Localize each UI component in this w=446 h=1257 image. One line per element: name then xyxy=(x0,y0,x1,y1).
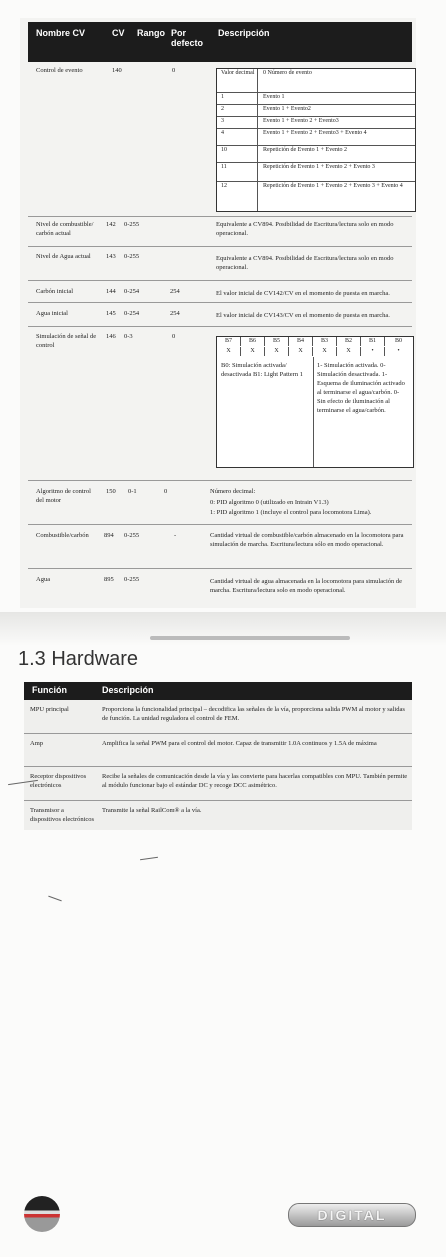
row-cv: 140 xyxy=(112,67,122,74)
row-cv: 144 xyxy=(106,288,116,295)
header-name: Nombre CV xyxy=(36,28,86,38)
hw-description: Proporciona la funcionalidad principal – decodifica las señales de la vía, proporciona salida PWM al motor y salidas de función. La unidad reguladora el control de FEM. xyxy=(102,706,405,722)
event-value: 10 xyxy=(221,147,227,153)
bit-label: B0 xyxy=(394,338,402,344)
brand-logo-icon xyxy=(24,1196,60,1232)
event-desc: Evento 1 + Evento 2 + Evento3 xyxy=(263,118,339,124)
hw-function: MPU principal xyxy=(30,706,69,713)
hw-description: Recibe la señales de comunicación desde la vía y las convierte para hacerlas compatibles con MPU. También permite al módulo funcionar bajo el estándar DC y recoge DCC asimétrico. xyxy=(102,773,408,789)
event-row xyxy=(217,145,415,162)
bit-label: B1 xyxy=(361,337,385,346)
row-divider xyxy=(28,302,412,303)
row-range: 0-255 xyxy=(124,221,140,228)
digital-badge: DIGITAL xyxy=(288,1203,416,1227)
row-divider xyxy=(24,800,412,801)
event-value: 2 xyxy=(221,106,224,112)
row-divider xyxy=(28,480,412,481)
bit-table xyxy=(216,336,414,358)
page-tear-shadow xyxy=(150,636,350,640)
row-default: - xyxy=(174,532,177,539)
header-description: Descripción xyxy=(102,685,154,695)
event-value: 1 xyxy=(221,94,224,100)
bit-value: X xyxy=(217,347,241,356)
header-default: Por defecto xyxy=(171,28,204,48)
row-range: 0-3 xyxy=(124,333,133,340)
pen-mark xyxy=(48,896,61,902)
row-divider xyxy=(28,524,412,525)
row-default: 254 xyxy=(170,310,180,317)
bit-label: B6 xyxy=(241,337,265,346)
hw-function: Amp xyxy=(30,740,43,747)
row-description: Equivalente a CV894. Posibilidad de Escritura/lectura solo en modo operacional. xyxy=(216,221,394,237)
page-tear xyxy=(0,612,446,646)
pen-mark xyxy=(140,857,158,860)
row-name: Algoritmo de control del motor xyxy=(36,488,91,504)
row-divider xyxy=(28,280,412,281)
row-range: 0-1 xyxy=(128,488,137,495)
event-desc: Evento 1 + Evento2 xyxy=(263,106,311,112)
hw-description: Transmite la señal RailCom® a la vía. xyxy=(102,807,202,814)
row-name: Agua inicial xyxy=(36,310,68,317)
row-cv: 150 xyxy=(106,488,116,495)
row-cv: 145 xyxy=(106,310,116,317)
bit-explanation-divider xyxy=(313,357,314,467)
event-desc: Repetición de Evento 1 + Evento 2 xyxy=(263,147,348,153)
hw-function: Transmisor a dispositivos electrónicos xyxy=(30,807,95,823)
row-description: El valor inicial de CV143/CV en el momento de puesta en marcha. xyxy=(216,312,390,319)
bit-value: X xyxy=(337,347,361,356)
row-default: 0 xyxy=(164,488,168,495)
event-desc: Repetición de Evento 1 + Evento 2 + Evento 3 + Evento 4 xyxy=(263,183,403,189)
motor-desc-line: 1: PID algoritmo 1 (incluye el control para locomotora Lima). xyxy=(210,509,372,516)
bit-explanation-box xyxy=(216,357,414,468)
bit-left-text: B0: Simulación activada/ desactivada B1: Light Pattern 1 xyxy=(221,362,303,378)
event-row xyxy=(217,92,415,104)
row-name: Control de evento xyxy=(36,67,83,74)
event-desc: Evento 1 + Evento 2 + Evento3 + Evento 4 xyxy=(263,130,367,136)
header-function: Función xyxy=(32,685,67,695)
row-range: 0-254 xyxy=(124,310,140,317)
event-row xyxy=(217,116,415,128)
bit-label: B4 xyxy=(289,337,313,346)
bit-value: X xyxy=(241,347,265,356)
bit-label: B7 xyxy=(217,337,241,346)
row-name: Carbón inicial xyxy=(36,288,74,295)
event-value: 4 xyxy=(221,130,224,136)
header-description: Descripción xyxy=(218,28,270,38)
event-row xyxy=(217,128,415,145)
event-value: 11 xyxy=(221,164,227,170)
row-name: Nivel de combustible/ carbón actual xyxy=(36,221,94,237)
row-cv: 894 xyxy=(104,532,114,539)
bit-value: X xyxy=(265,347,289,356)
row-name: Nivel de Agua actual xyxy=(36,253,91,260)
row-description: Cantidad virtual de combustible/carbón almacenado en la locomotora para simulación de marcha. Escritura/lectura sólo en modo operacional. xyxy=(210,532,404,548)
event-row xyxy=(217,162,415,181)
event-row xyxy=(217,104,415,116)
hw-description: Amplifica la señal PWM para el control del motor. Capaz de transmitir 1.0A continuos y 1.5A de máxima xyxy=(102,740,377,747)
row-name: Simulación de señal de control xyxy=(36,333,97,349)
row-description: Equivalente a CV894. Posibilidad de Escritura/lectura solo en modo operacional. xyxy=(216,255,394,271)
bit-value: X xyxy=(289,347,313,356)
row-cv: 146 xyxy=(106,333,116,340)
row-range: 0-255 xyxy=(124,253,140,260)
row-name: Combustible/carbón xyxy=(36,532,89,539)
row-description: Cantidad virtual de agua almacenada en la locomotora para simulación de marcha. Escritura/lectura solo en modo operacional. xyxy=(210,578,403,594)
hardware-table-header xyxy=(24,682,412,700)
row-cv: 895 xyxy=(104,576,114,583)
event-desc: Evento 1 xyxy=(263,94,285,100)
hw-function: Receptor dispositivos electrónicos xyxy=(30,773,87,789)
row-divider xyxy=(24,766,412,767)
section-title: 1.3 Hardware xyxy=(18,648,139,670)
row-range: 0-254 xyxy=(124,288,140,295)
row-range: 0-255 xyxy=(124,532,140,539)
row-divider xyxy=(28,568,412,569)
bit-label: B3 xyxy=(313,337,337,346)
row-cv: 143 xyxy=(106,253,116,260)
bit-label: B2 xyxy=(337,337,361,346)
event-desc: Repetición de Evento 1 + Evento 2 + Evento 3 xyxy=(263,164,375,170)
row-range: 0-255 xyxy=(124,576,140,583)
event-col-value: Valor decimal xyxy=(221,70,255,76)
cv-table-header xyxy=(28,22,412,62)
bit-value: • xyxy=(361,347,385,356)
row-default: 0 xyxy=(172,333,176,340)
bit-right-text: 1- Simulación activada. 0- Simulación desactivada. 1- Esquema de iluminación activado al terminarse el agua/carbón. 0- Sin efecto de iluminación al terminarse el agua/carbón. xyxy=(317,362,405,414)
event-table-header xyxy=(217,69,415,91)
row-divider xyxy=(28,216,412,217)
header-range: Rango xyxy=(137,28,165,38)
row-cv: 142 xyxy=(106,221,116,228)
row-name: Agua xyxy=(36,576,51,583)
bit-label: B5 xyxy=(265,337,289,346)
row-divider xyxy=(24,733,412,734)
header-cv: CV xyxy=(112,28,125,38)
event-table xyxy=(216,68,416,212)
row-description: El valor inicial de CV142/CV en el momento de puesta en marcha. xyxy=(216,290,390,297)
row-divider xyxy=(28,246,412,247)
row-divider xyxy=(28,326,412,327)
event-col-number: 0 Número de evento xyxy=(263,70,312,76)
event-row xyxy=(217,181,415,210)
event-value: 12 xyxy=(221,183,227,189)
bit-value: • xyxy=(397,348,400,354)
row-default: 0 xyxy=(172,67,176,74)
event-value: 3 xyxy=(221,118,224,124)
motor-desc-line: Número decimal: xyxy=(210,488,256,495)
bit-value: X xyxy=(313,347,337,356)
motor-desc-line: 0: PID algoritmo 0 (utilizado en Intrain V1.3) xyxy=(210,499,329,506)
row-default: 254 xyxy=(170,288,180,295)
